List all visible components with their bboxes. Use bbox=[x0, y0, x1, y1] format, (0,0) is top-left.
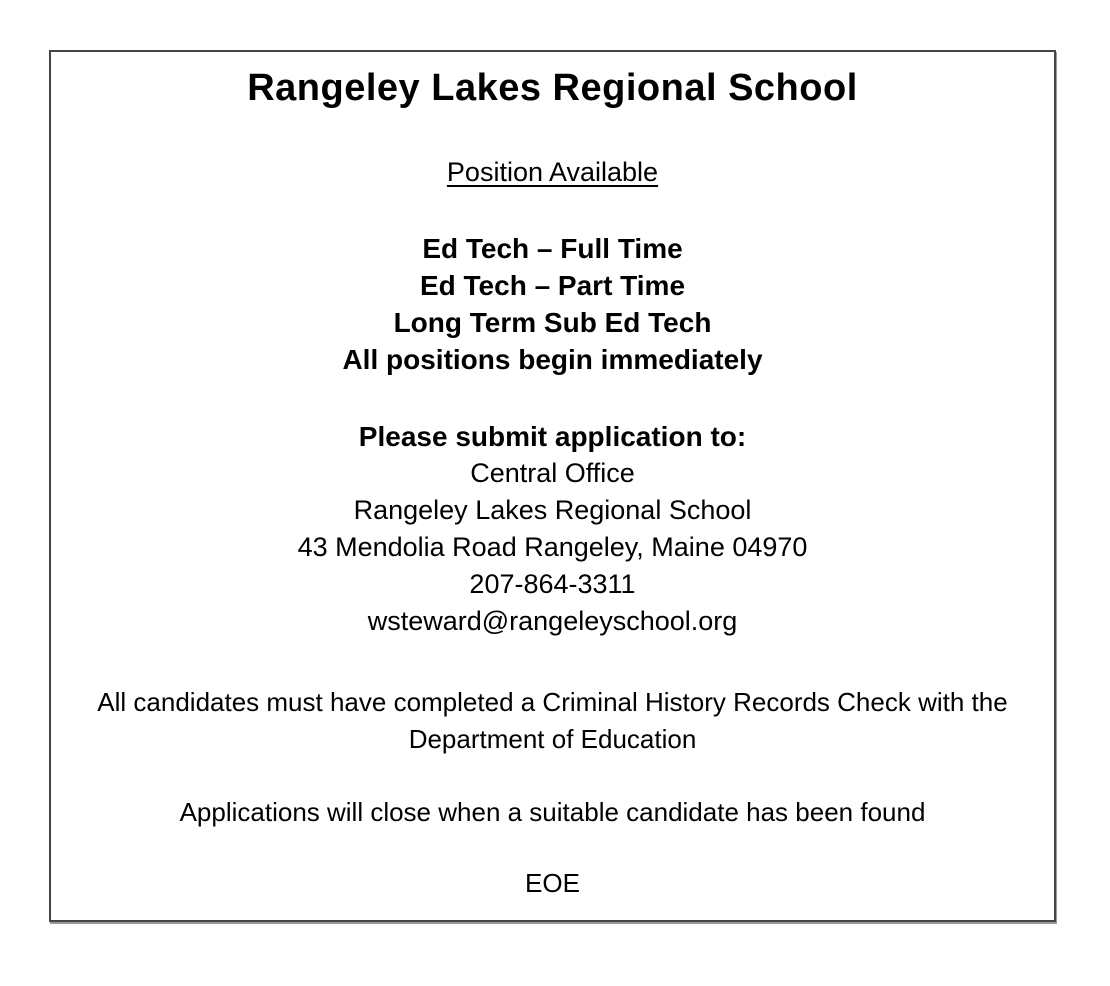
eoe-note: EOE bbox=[525, 868, 580, 898]
apply-office: Central Office bbox=[470, 458, 635, 488]
positions-list bbox=[51, 230, 1054, 378]
apply-phone: 207-864-3311 bbox=[469, 569, 636, 599]
application-instructions bbox=[51, 418, 1054, 640]
apply-address: 43 Mendolia Road Rangeley, Maine 04970 bbox=[297, 532, 808, 562]
criminal-check-note: All candidates must have completed a Criminal History Records Check with the Department of Education bbox=[97, 687, 1008, 754]
application-closing-note: Applications will close when a suitable candidate has been found bbox=[179, 797, 926, 827]
apply-school-name: Rangeley Lakes Regional School bbox=[353, 495, 752, 525]
position-item: Ed Tech – Part Time bbox=[419, 270, 686, 301]
position-item: Long Term Sub Ed Tech bbox=[393, 307, 712, 338]
flyer-title: Rangeley Lakes Regional School bbox=[247, 67, 858, 109]
apply-heading: Please submit application to: bbox=[358, 421, 747, 452]
job-posting-flyer bbox=[49, 50, 1056, 922]
position-item: Ed Tech – Full Time bbox=[422, 233, 683, 264]
apply-email: wsteward@rangeleyschool.org bbox=[367, 606, 738, 636]
positions-start-note: All positions begin immediately bbox=[342, 344, 763, 375]
flyer-subtitle: Position Available bbox=[446, 157, 659, 187]
